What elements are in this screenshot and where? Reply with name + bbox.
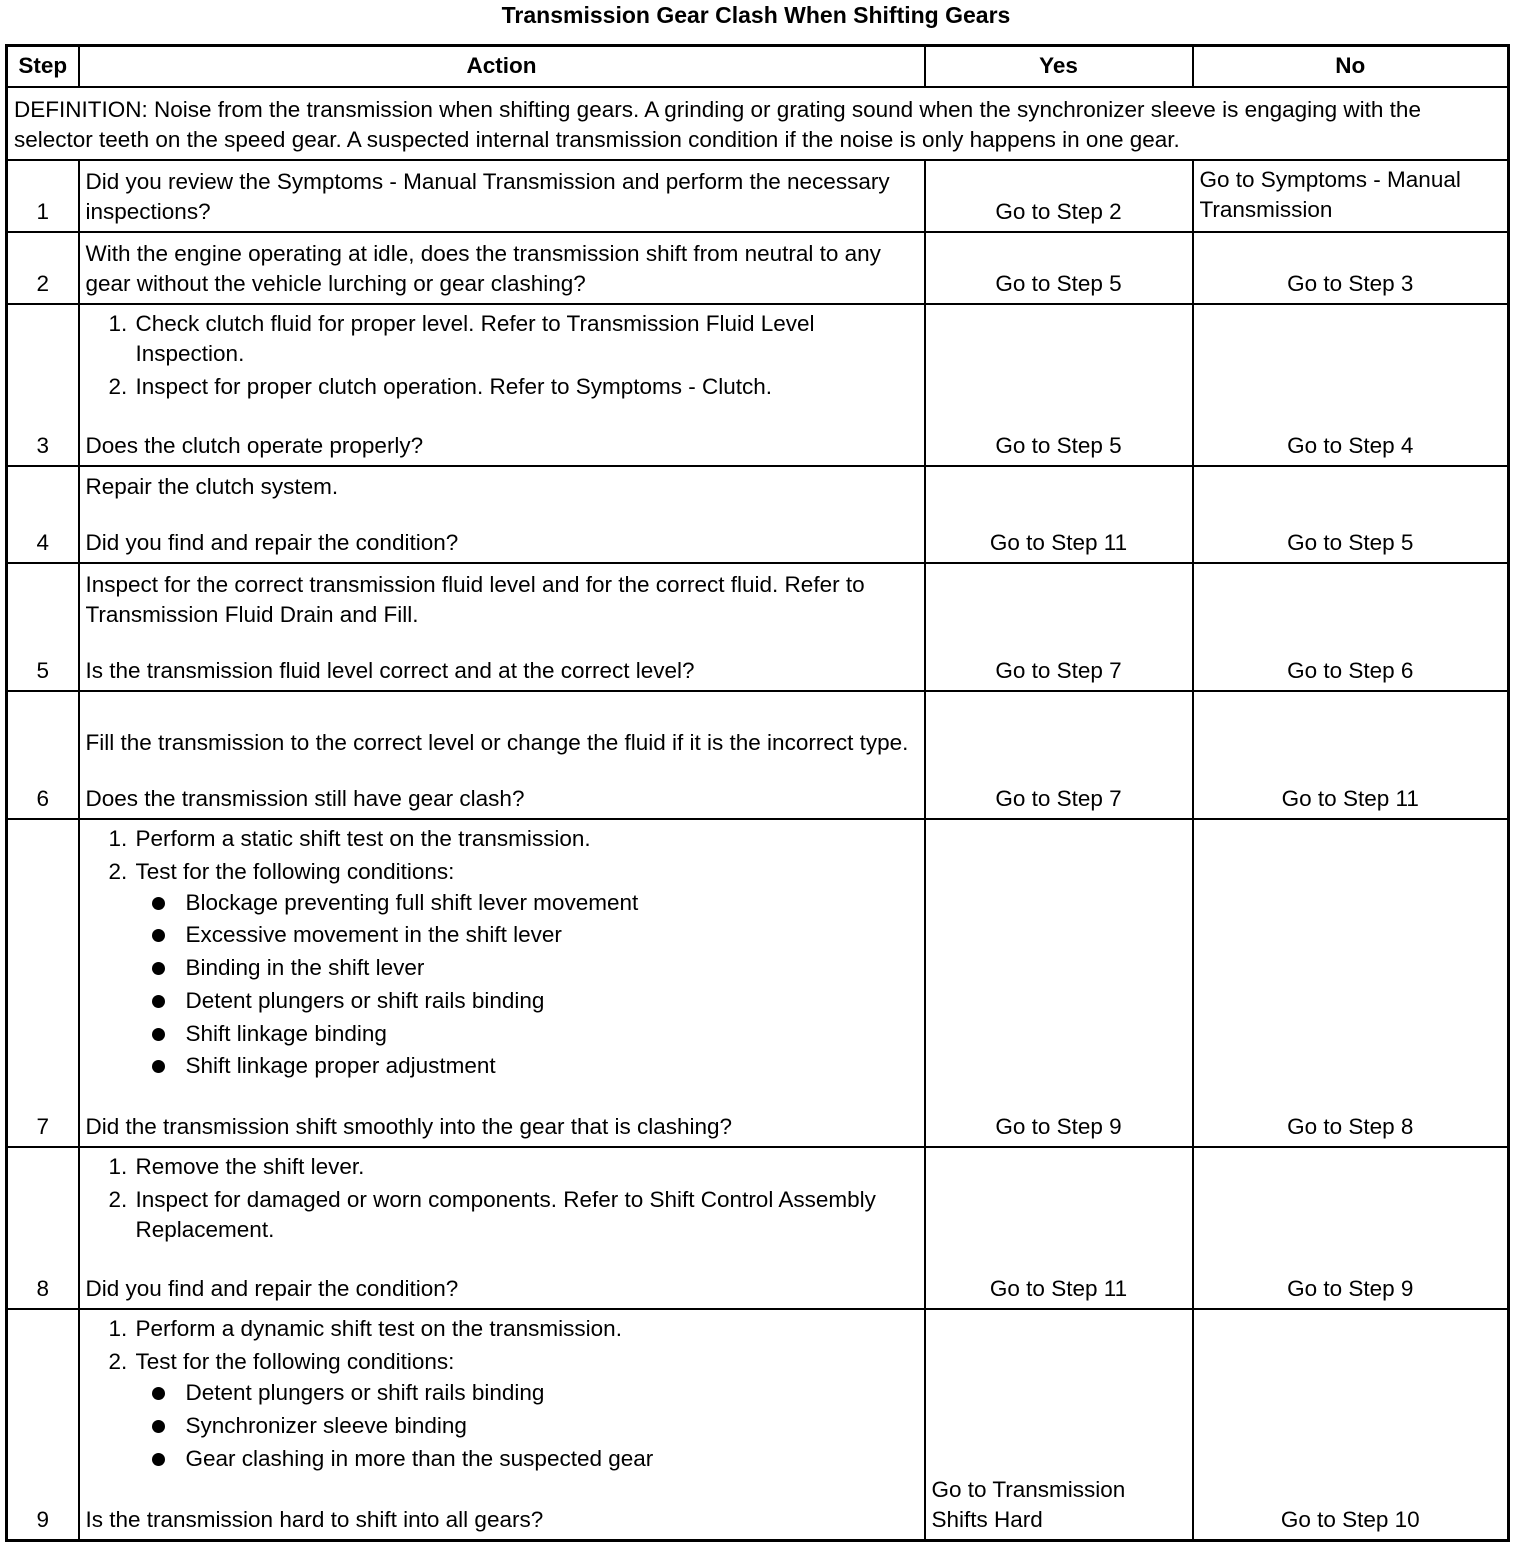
no-cell: Go to Step 6 <box>1193 563 1509 691</box>
action-question: Is the transmission fluid level correct and at the correct level? <box>85 657 695 683</box>
page-title: Transmission Gear Clash When Shifting Gears <box>501 2 1011 28</box>
action-intro: Inspect for the correct transmission fluid level and for the correct fluid. Refer to Transmission Fluid Drain and Fill. <box>85 571 865 627</box>
numbered-list <box>86 309 918 402</box>
list-item <box>134 1347 918 1475</box>
step-number: 7 <box>7 819 79 1148</box>
list-item: 1. Remove the shift lever. <box>134 1152 918 1182</box>
header-step: Step <box>7 46 79 87</box>
yes-cell: Go to Step 5 <box>925 232 1193 304</box>
table-row <box>7 466 1509 563</box>
numbered-list <box>86 1152 918 1245</box>
numbered-list <box>86 1314 918 1475</box>
list-item-text: Test for the following conditions: <box>135 1349 455 1375</box>
header-yes: Yes <box>925 46 1193 87</box>
yes-cell: Go to Step 11 <box>925 1147 1193 1309</box>
list-item: 1. Perform a static shift test on the transmission. <box>134 824 918 854</box>
table-row <box>7 160 1509 232</box>
step-number: 4 <box>7 466 79 563</box>
bullet-item: Blockage preventing full shift lever movement <box>184 887 918 920</box>
action-cell <box>79 466 925 563</box>
step-number: 2 <box>7 232 79 304</box>
header-action: Action <box>79 46 925 87</box>
action-question: Did you review the Symptoms - Manual Transmission and perform the necessary inspections? <box>85 168 890 224</box>
action-question: Did the transmission shift smoothly into the gear that is clashing? <box>85 1114 733 1140</box>
list-item: 1. Check clutch fluid for proper level. Refer to Transmission Fluid Level Inspection. <box>134 309 918 369</box>
yes-cell: Go to Step 5 <box>925 304 1193 466</box>
bullet-item: Gear clashing in more than the suspected gear <box>184 1443 918 1476</box>
table-row <box>7 819 1509 1148</box>
table-row <box>7 563 1509 691</box>
yes-cell: Go to Step 7 <box>925 563 1193 691</box>
table-row <box>7 1147 1509 1309</box>
table-row <box>7 232 1509 304</box>
action-cell <box>79 1147 925 1309</box>
diagnostic-table <box>5 44 1510 1542</box>
action-cell <box>79 691 925 819</box>
bullet-item: Binding in the shift lever <box>184 952 918 985</box>
no-cell: Go to Step 10 <box>1193 1309 1509 1540</box>
yes-cell: Go to Step 2 <box>925 160 1193 232</box>
action-cell <box>79 160 925 232</box>
no-cell: Go to Step 3 <box>1193 232 1509 304</box>
action-cell <box>79 304 925 466</box>
list-item <box>134 857 918 1084</box>
table-row <box>7 1309 1509 1540</box>
bullet-item: Excessive movement in the shift lever <box>184 919 918 952</box>
list-item: 2. Inspect for damaged or worn components. Refer to Shift Control Assembly Replacement. <box>134 1185 918 1245</box>
no-cell: Go to Step 8 <box>1193 819 1509 1148</box>
action-question: With the engine operating at idle, does the transmission shift from neutral to any gear without the vehicle lurching or gear clashing? <box>85 240 881 296</box>
numbered-list <box>86 824 918 1084</box>
step-number: 6 <box>7 691 79 819</box>
bullet-item: Detent plungers or shift rails binding <box>184 1377 918 1410</box>
action-question: Is the transmission hard to shift into all gears? <box>85 1506 544 1532</box>
definition-text: DEFINITION: Noise from the transmission when shifting gears. A grinding or grating sound when the synchronizer sleeve is engaging with the selector teeth on the speed gear. A suspected internal transmission condition if the noise is only happens in one gear. <box>7 87 1509 160</box>
step-number: 9 <box>7 1309 79 1540</box>
action-question: Did you find and repair the condition? <box>85 529 459 555</box>
action-intro: Fill the transmission to the correct level or change the fluid if it is the incorrect type. <box>85 729 909 755</box>
list-item-text: Test for the following conditions: <box>135 858 455 884</box>
action-question: Did you find and repair the condition? <box>85 1276 459 1302</box>
step-number: 8 <box>7 1147 79 1309</box>
step-number: 1 <box>7 160 79 232</box>
action-question: Does the clutch operate properly? <box>85 432 424 458</box>
no-cell: Go to Step 9 <box>1193 1147 1509 1309</box>
bullet-list <box>136 887 918 1084</box>
header-row <box>7 46 1509 87</box>
definition-row <box>7 87 1509 160</box>
bullet-list <box>136 1377 918 1475</box>
bullet-item: Shift linkage binding <box>184 1018 918 1051</box>
no-cell: Go to Step 4 <box>1193 304 1509 466</box>
yes-cell: Go to Step 9 <box>925 819 1193 1148</box>
table-row <box>7 304 1509 466</box>
yes-cell: Go to Transmission Shifts Hard <box>925 1309 1193 1540</box>
bullet-item: Synchronizer sleeve binding <box>184 1410 918 1443</box>
header-no: No <box>1193 46 1509 87</box>
action-cell <box>79 232 925 304</box>
list-item: 2. Inspect for proper clutch operation. Refer to Symptoms - Clutch. <box>134 372 918 402</box>
action-cell <box>79 563 925 691</box>
no-cell: Go to Step 11 <box>1193 691 1509 819</box>
step-number: 5 <box>7 563 79 691</box>
bullet-item: Shift linkage proper adjustment <box>184 1050 918 1083</box>
no-cell: Go to Symptoms - Manual Transmission <box>1193 160 1509 232</box>
no-cell: Go to Step 5 <box>1193 466 1509 563</box>
bullet-item: Detent plungers or shift rails binding <box>184 985 918 1018</box>
table-row <box>7 691 1509 819</box>
list-item: 1. Perform a dynamic shift test on the transmission. <box>134 1314 918 1344</box>
action-intro: Repair the clutch system. <box>85 473 339 499</box>
yes-cell: Go to Step 7 <box>925 691 1193 819</box>
yes-cell: Go to Step 11 <box>925 466 1193 563</box>
action-cell <box>79 1309 925 1540</box>
step-number: 3 <box>7 304 79 466</box>
action-cell <box>79 819 925 1148</box>
action-question: Does the transmission still have gear clash? <box>85 785 525 811</box>
